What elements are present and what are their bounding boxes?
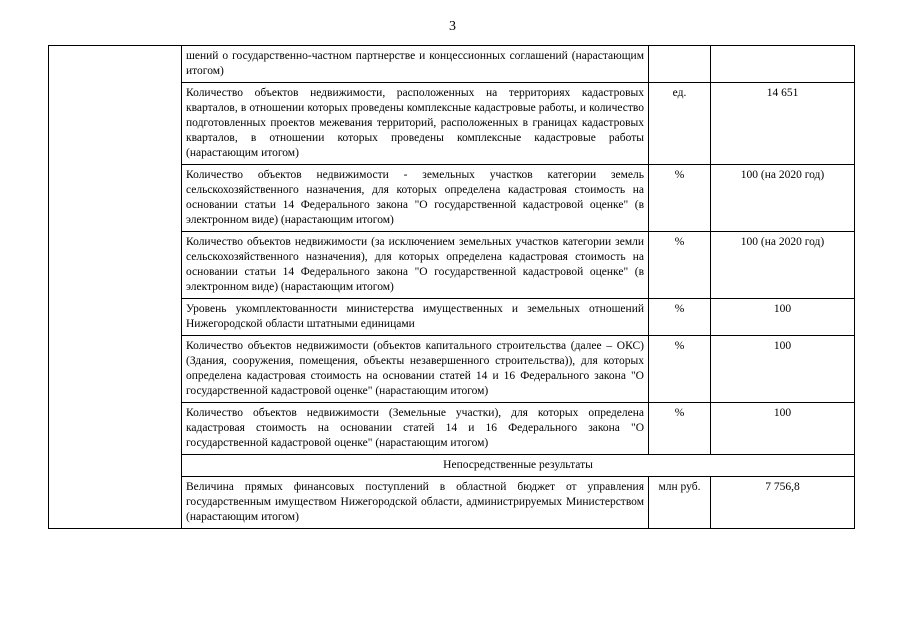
indicator-unit: %	[649, 403, 711, 455]
indicator-value: 100 (на 2020 год)	[711, 232, 855, 299]
indicator-value: 100 (на 2020 год)	[711, 165, 855, 232]
table-row	[49, 46, 855, 83]
indicator-unit: %	[649, 336, 711, 403]
indicator-unit: %	[649, 299, 711, 336]
indicator-unit: %	[649, 232, 711, 299]
page-number: 3	[449, 19, 456, 34]
indicators-table	[48, 45, 855, 529]
indicator-description: Количество объектов недвижимости - земельных участков категории земель сельскохозяйственного назначения, для которых определена кадастровая стоимость на основании статьи 14 Федерального закона "О государственной кадастровой оценке" (в электронном виде) (нарастающим итогом)	[182, 165, 649, 232]
indicator-unit: %	[649, 165, 711, 232]
section-header: Непосредственные результаты	[182, 455, 855, 477]
goal-column-cell	[49, 46, 182, 529]
indicator-description: Количество объектов недвижимости, расположенных на территориях кадастровых кварталов, в отношении которых проведены комплексные кадастровые работы, и количество подготовленных проектов межевания территорий, расположенных в границах кадастровых кварталов, в отношении которых проведены комплексные кадастровые работы (нарастающим итогом)	[182, 83, 649, 165]
indicator-value: 7 756,8	[711, 477, 855, 529]
indicator-unit: ед.	[649, 83, 711, 165]
indicator-description: Количество объектов недвижимости (объектов капитального строительства (далее – ОКС) (Здания, сооружения, помещения, объекты незавершенного строительства)), для которых определена кадастровая стоимость на основании статей 14 и 16 Федерального закона "О государственной кадастровой оценке" (нарастающим итогом)	[182, 336, 649, 403]
indicator-unit: млн руб.	[649, 477, 711, 529]
indicator-description: Уровень укомплектованности министерства имущественных и земельных отношений Нижегородской области штатными единицами	[182, 299, 649, 336]
indicator-description: Количество объектов недвижимости (за исключением земельных участков категории земли сельскохозяйственного назначения), для которых определена кадастровая стоимость на основании статьи 14 Федерального закона "О государственной кадастровой оценке" (в электронном виде) (нарастающим итогом)	[182, 232, 649, 299]
indicator-value: 100	[711, 336, 855, 403]
indicator-description: Величина прямых финансовых поступлений в областной бюджет от управления государственным имуществом Нижегородской области, администрируемых Министерством (нарастающим итогом)	[182, 477, 649, 529]
indicator-value	[711, 46, 855, 83]
indicator-value: 100	[711, 403, 855, 455]
indicator-value: 100	[711, 299, 855, 336]
indicator-unit	[649, 46, 711, 83]
indicator-value: 14 651	[711, 83, 855, 165]
indicator-description: Количество объектов недвижимости (Земельные участки), для которых определена кадастровая стоимость на основании статей 14 и 16 Федерального закона "О государственной кадастровой оценке" (нарастающим итогом)	[182, 403, 649, 455]
indicator-description: шений о государственно-частном партнерстве и концессионных соглашений (нарастающим итогом)	[182, 46, 649, 83]
